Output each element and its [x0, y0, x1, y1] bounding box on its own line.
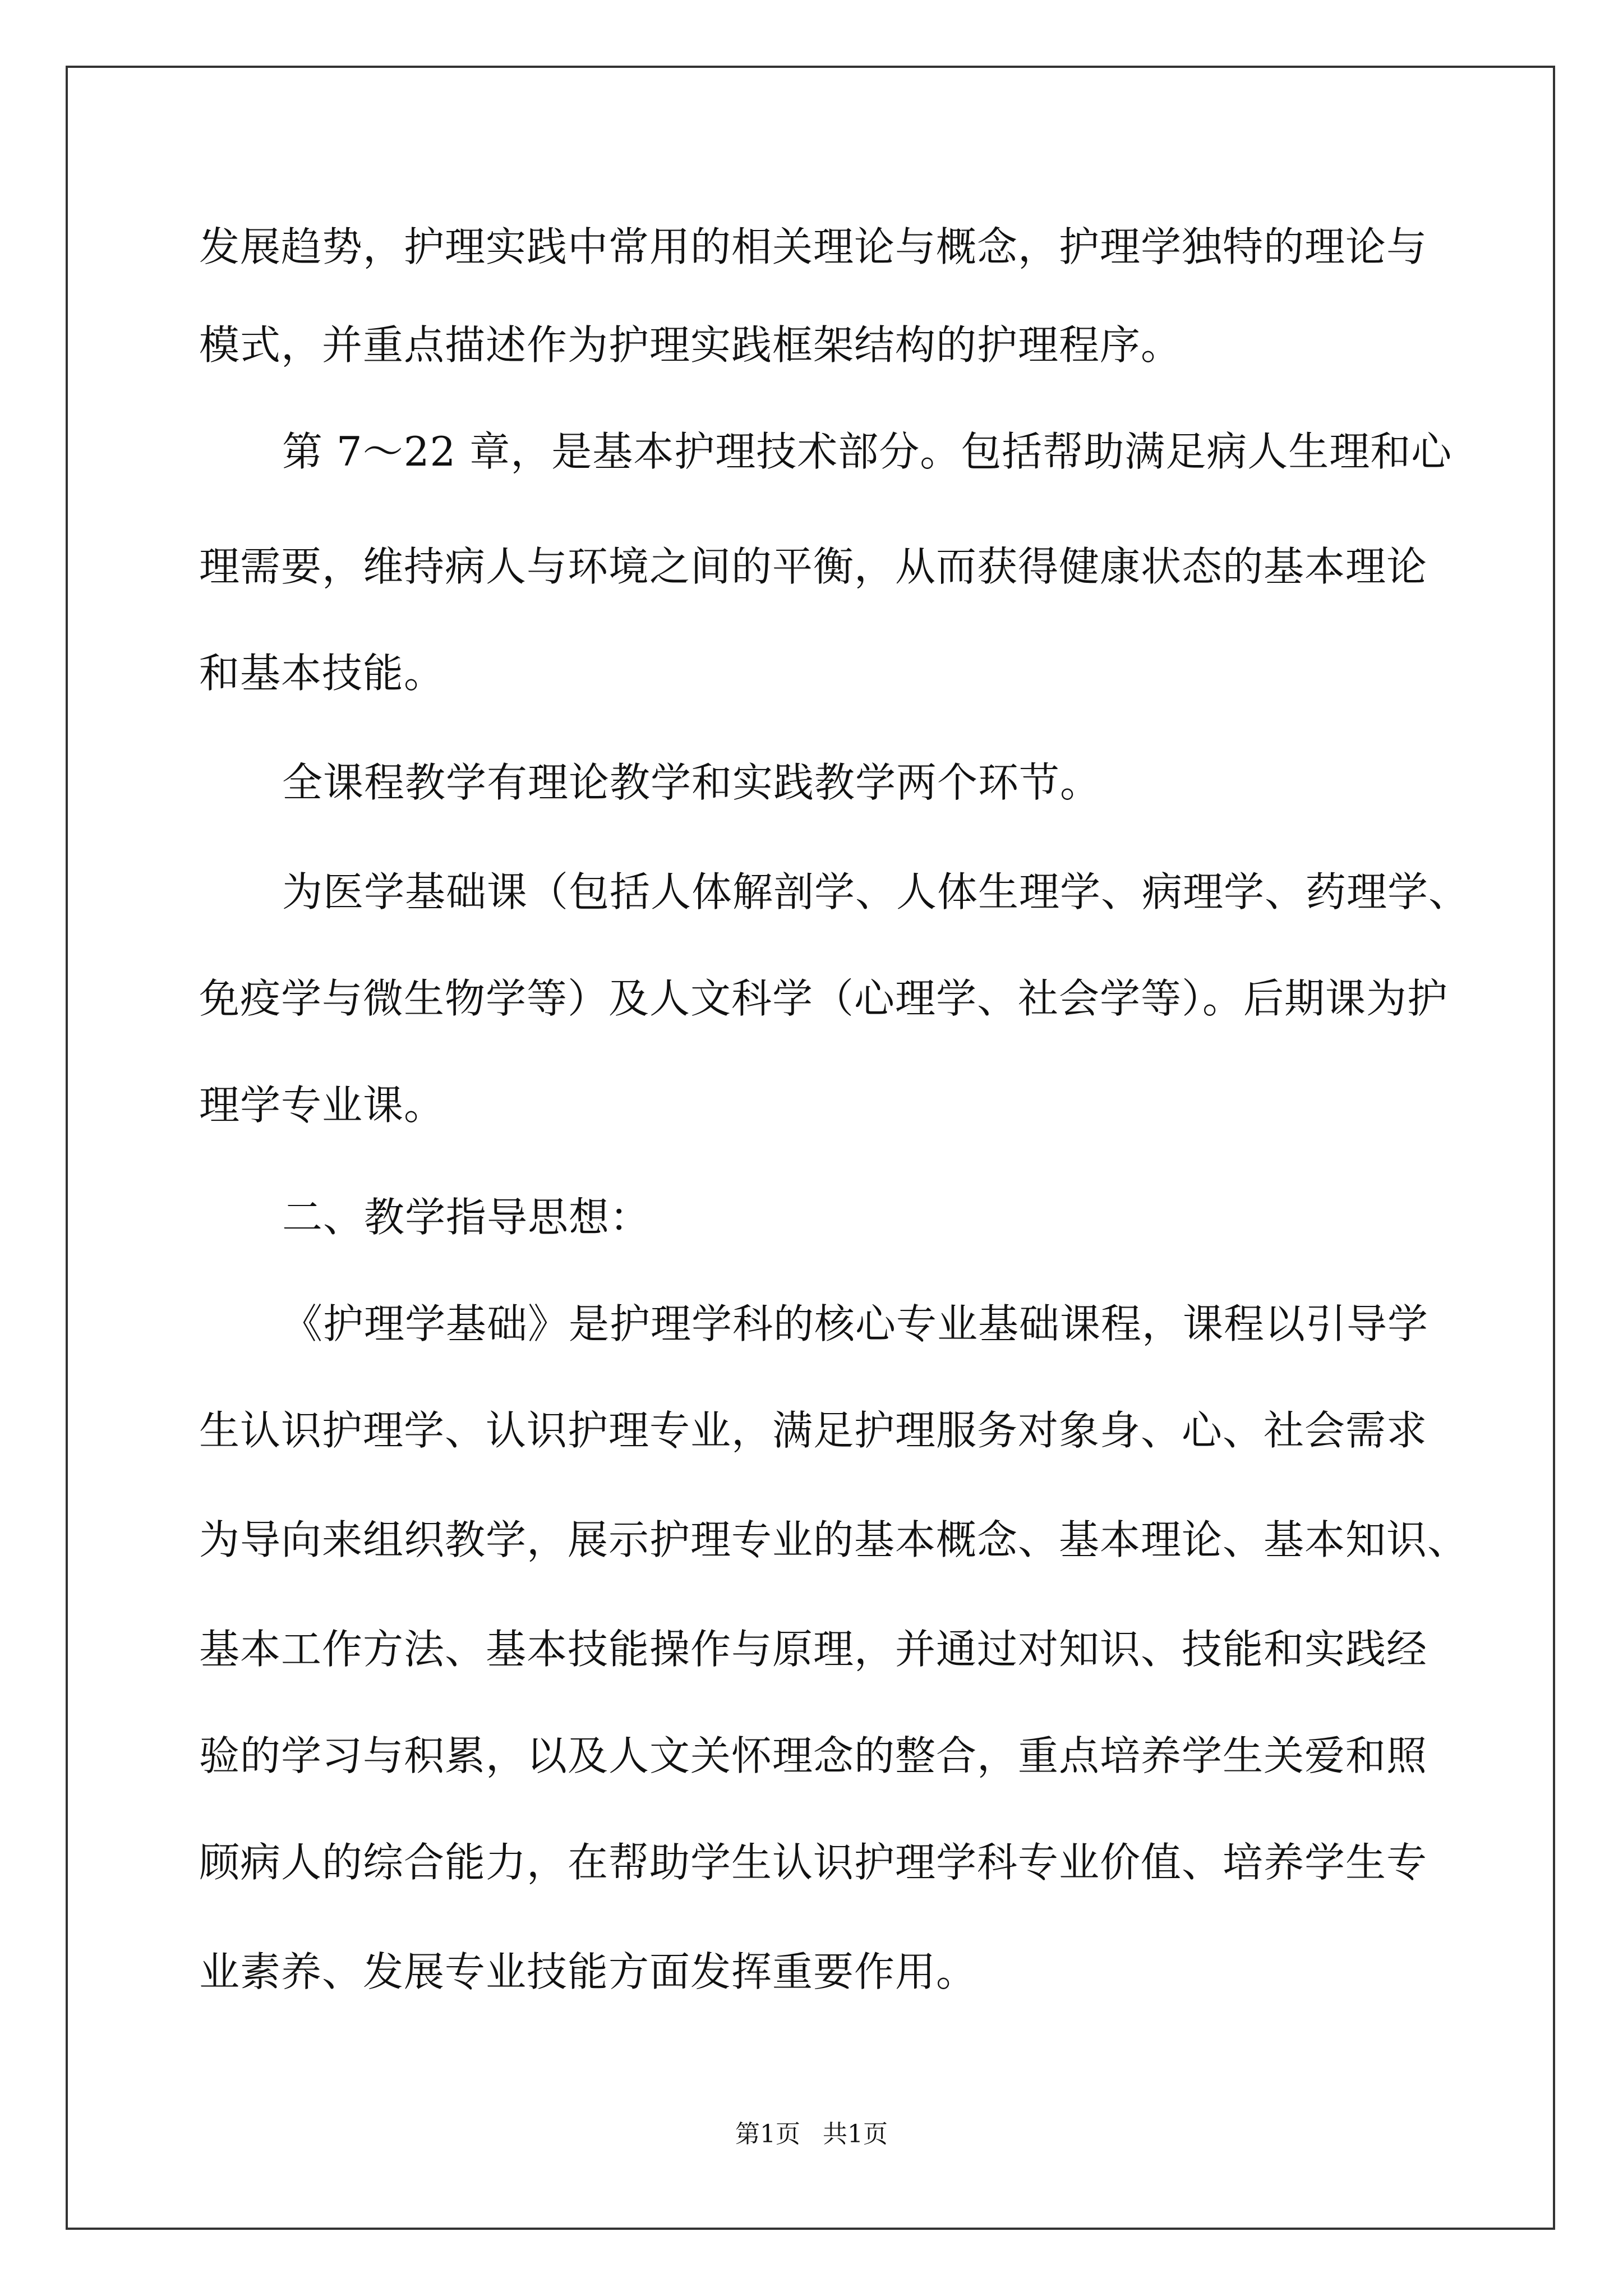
text-line: 验的学习与积累，以及人文关怀理念的整合，重点培养学生关爱和照 [199, 1732, 1428, 1779]
text-line: 和基本技能。 [199, 650, 445, 697]
text-line: 为导向来组织教学，展示护理专业的基本概念、基本理论、基本知识、 [199, 1516, 1469, 1563]
text-line: 基本工作方法、基本技能操作与原理，并通过对知识、技能和实践经 [199, 1626, 1428, 1673]
page-border [66, 66, 1555, 2230]
text-line: 生认识护理学、认识护理专业，满足护理服务对象身、心、社会需求 [199, 1407, 1428, 1454]
text-line: 为医学基础课（包括人体解剖学、人体生理学、病理学、药理学、 [282, 868, 1470, 915]
text-line: 理学专业课。 [199, 1082, 445, 1129]
text-line: 发展趋势，护理实践中常用的相关理论与概念，护理学独特的理论与 [199, 223, 1428, 270]
section-heading: 二、教学指导思想： [282, 1194, 651, 1241]
page-footer [0, 2118, 1623, 2151]
text-line: 全课程教学有理论教学和实践教学两个环节。 [282, 759, 1101, 806]
text-line: 业素养、发展专业技能方面发挥重要作用。 [199, 1948, 978, 1995]
text-line: 第 7～22 章，是基本护理技术部分。包括帮助满足病人生理和心 [282, 428, 1453, 475]
page-number: 第1页 [735, 2120, 800, 2148]
text-line: 免疫学与微生物学等）及人文科学（心理学、社会学等）。后期课为护 [199, 975, 1449, 1022]
text-line: 顾病人的综合能力，在帮助学生认识护理学科专业价值、培养学生专 [199, 1839, 1428, 1886]
text-line: 理需要，维持病人与环境之间的平衡，从而获得健康状态的基本理论 [199, 543, 1428, 590]
text-line: 模式，并重点描述作为护理实践框架结构的护理程序。 [199, 321, 1182, 369]
page-total: 共1页 [823, 2120, 888, 2148]
text-line: 《护理学基础》是护理学科的核心专业基础课程，课程以引导学 [282, 1300, 1429, 1347]
